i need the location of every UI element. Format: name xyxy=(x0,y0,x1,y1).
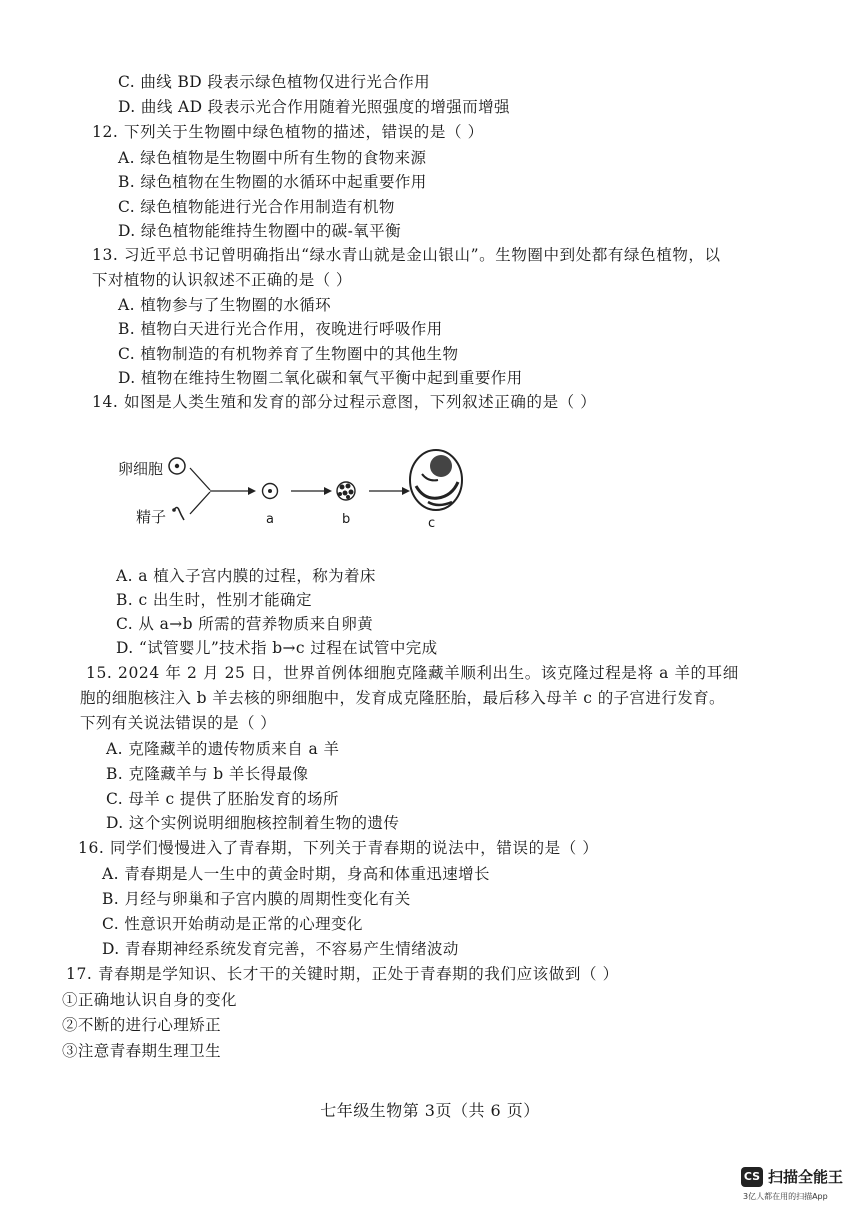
egg-cell-label: 卵细胞 xyxy=(118,460,164,478)
q14-stem: 14. 如图是人类生殖和发育的部分过程示意图，下列叙述正确的是（ ） xyxy=(92,393,597,411)
q12-option-c: C. 绿色植物能进行光合作用制造有机物 xyxy=(118,198,395,216)
q14-option-d: D. “试管婴儿”技术指 b→c 过程在试管中完成 xyxy=(116,639,438,657)
q13-stem: 13. 习近平总书记曾明确指出“绿水青山就是金山银山”。生物圈中到处都有绿色植物，以 xyxy=(92,246,721,264)
q16-option-b: B. 月经与卵巢和子宫内膜的周期性变化有关 xyxy=(102,890,411,908)
fetus-c-icon xyxy=(410,450,462,510)
q11-option-d: D. 曲线 AD 段表示光合作用随着光照强度的增强而增强 xyxy=(118,98,510,116)
stage-b-label: b xyxy=(342,512,351,527)
q17-item-3: ③注意青春期生理卫生 xyxy=(62,1042,222,1060)
q13-stem-cont: 下对植物的认识叙述不正确的是（ ） xyxy=(92,271,352,289)
q12-option-d: D. 绿色植物能维持生物圈中的碳-氧平衡 xyxy=(118,222,401,240)
stage-a-label: a xyxy=(266,512,274,527)
q14-option-a: A. a 植入子宫内膜的过程，称为着床 xyxy=(116,567,376,585)
page-footer: 七年级生物第 3页（共 6 页） xyxy=(320,1101,540,1120)
q16-stem: 16. 同学们慢慢进入了青春期，下列关于青春期的说法中，错误的是（ ） xyxy=(78,839,599,857)
q13-option-b: B. 植物白天进行光合作用，夜晚进行呼吸作用 xyxy=(118,320,443,338)
q11-option-c: C. 曲线 BD 段表示绿色植物仅进行光合作用 xyxy=(118,73,431,91)
q16-option-a: A. 青春期是人一生中的黄金时期，身高和体重迅速增长 xyxy=(102,865,490,883)
q13-option-c: C. 植物制造的有机物养育了生物圈中的其他生物 xyxy=(118,345,459,363)
q13-option-a: A. 植物参与了生物圈的水循环 xyxy=(118,296,332,314)
q15-option-a: A. 克隆藏羊的遗传物质来自 a 羊 xyxy=(106,740,340,758)
q15-stem-cont2: 下列有关说法错误的是（ ） xyxy=(80,714,277,732)
stage-c-label: c xyxy=(428,516,436,531)
q12-option-b: B. 绿色植物在生物圈的水循环中起重要作用 xyxy=(118,173,427,191)
q14-option-b: B. c 出生时，性别才能确定 xyxy=(116,591,312,609)
scanner-watermark xyxy=(741,1167,853,1207)
q13-option-d: D. 植物在维持生物圈二氧化碳和氧气平衡中起到重要作用 xyxy=(118,369,523,387)
sperm-label: 精子 xyxy=(136,508,167,526)
q15-option-d: D. 这个实例说明细胞核控制着生物的遗传 xyxy=(106,814,400,832)
camscanner-logo-icon: CS xyxy=(741,1167,763,1187)
q16-option-c: C. 性意识开始萌动是正常的心理变化 xyxy=(102,915,363,933)
q15-option-b: B. 克隆藏羊与 b 羊长得最像 xyxy=(106,765,309,783)
q15-stem-cont: 胞的细胞核注入 b 羊去核的卵细胞中，发育成克隆胚胎，最后移入母羊 c 的子宫进行发育。 xyxy=(80,689,725,707)
q12-option-a: A. 绿色植物是生物圈中所有生物的食物来源 xyxy=(118,149,427,167)
reproduction-diagram xyxy=(110,440,490,540)
q12-stem: 12. 下列关于生物圈中绿色植物的描述，错误的是（ ） xyxy=(92,123,484,141)
q15-stem: 15. 2024 年 2 月 25 日，世界首例体细胞克隆藏羊顺利出生。该克隆过程是将 a 羊的耳细 xyxy=(86,664,739,682)
brand-name: 扫描全能王 xyxy=(768,1168,844,1186)
q14-option-c: C. 从 a→b 所需的营养物质来自卵黄 xyxy=(116,615,374,633)
q16-option-d: D. 青春期神经系统发育完善，不容易产生情绪波动 xyxy=(102,940,459,958)
q15-option-c: C. 母羊 c 提供了胚胎发育的场所 xyxy=(106,790,339,808)
q17-stem: 17. 青春期是学知识、长才干的关键时期，正处于青春期的我们应该做到（ ） xyxy=(66,965,619,983)
brand-subtitle: 3亿人都在用的扫描App xyxy=(743,1192,828,1201)
q17-item-2: ②不断的进行心理矫正 xyxy=(62,1016,222,1034)
q17-item-1: ①正确地认识自身的变化 xyxy=(62,991,237,1009)
